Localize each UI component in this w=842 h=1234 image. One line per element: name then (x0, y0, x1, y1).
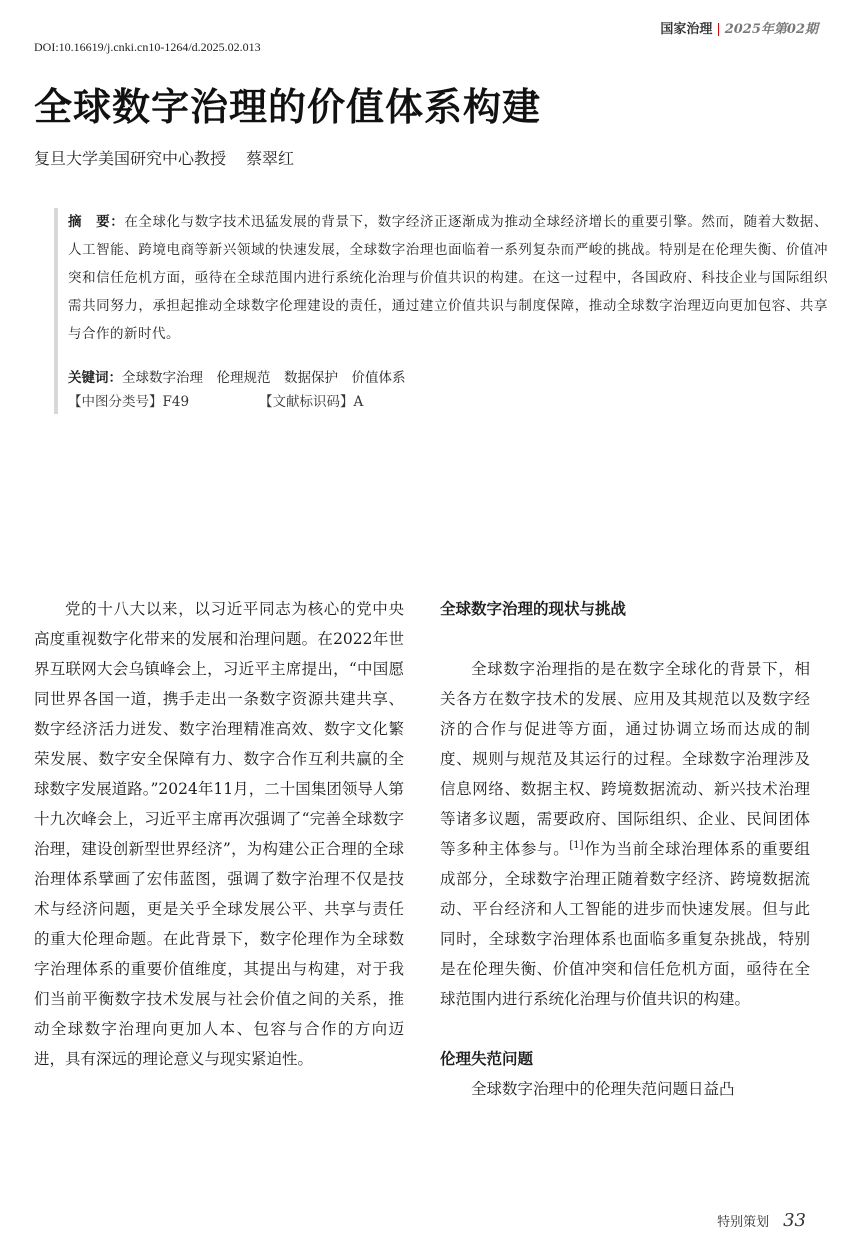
footer-section: 特别策划 (717, 1215, 770, 1230)
keywords-text: 全球数字治理 伦理规范 数据保护 价值体系 (122, 370, 406, 386)
abstract-label: 摘 要： (68, 214, 125, 230)
abstract (68, 208, 828, 348)
doi: DOI:10.16619/j.cnki.cn10-1264/d.2025.02.013 (34, 40, 261, 54)
article-title: 全球数字治理的价值体系构建 (34, 84, 542, 129)
journal-issue: 2025年第02期 (724, 22, 818, 37)
journal-header (660, 18, 818, 37)
section-paragraph (440, 654, 810, 1014)
section-paragraph-part1: 全球数字治理指的是在数字全球化的背景下，相关各方在数字技术的发展、应用及其规范以及数字经济的合作与促进等方面，通过协调立场而达成的制度、规则与规范及其运行的过程。全球数字治理涉及信息网络、数据主权、跨境数据流动、新兴技术治理等诸多议题，需要政府、国际组织、企业、民间团体等多种主体参与。 (440, 660, 810, 858)
body-left-column (34, 594, 404, 1074)
keywords (68, 366, 828, 390)
clc-value: F49 (162, 394, 190, 410)
body-paragraph: 党的十八大以来，以习近平同志为核心的党中央高度重视数字化带来的发展和治理问题。在2022年世界互联网大会乌镇峰会上，习近平主席提出，“中国愿同世界各国一道，携手走出一条数字资源共建共享、数字经济活力迸发、数字治理精准高效、数字文化繁荣发展、数字安全保障有力、数字合作互利共赢的全球数字发展道路。”2024年11月，二十国集团领导人第十九次峰会上，习近平主席再次强调了“完善全球数字治理，建设创新型世界经济”，为构建公正合理的全球治理体系擘画了宏伟蓝图，强调了数字治理不仅是技术与经济问题，更是关乎全球发展公平、共享与责任的重大伦理命题。在此背景下，数字伦理作为全球数字治理体系的重要价值维度，其提出与构建，对于我们当前平衡数字技术发展与社会价值之间的关系，推动全球数字治理向更加人本、包容与合作的方向迈进，具有深远的理论意义与现实紧迫性。 (34, 600, 404, 1068)
page-footer (717, 1210, 806, 1231)
author-line (34, 146, 294, 169)
footnote-ref: [1] (569, 839, 584, 851)
journal-name: 国家治理 (660, 22, 713, 37)
doc-code-label: 【文献标识码】 (259, 394, 354, 410)
clc-label: 【中图分类号】 (68, 394, 163, 410)
section-paragraph-ethics: 全球数字治理中的伦理失范问题日益凸 (471, 1080, 735, 1098)
page-number: 33 (783, 1210, 806, 1231)
keywords-label: 关键词： (68, 370, 122, 386)
abstract-text: 在全球化与数字技术迅猛发展的背景下，数字经济正逐渐成为推动全球经济增长的重要引擎。然而，随着大数据、人工智能、跨境电商等新兴领域的快速发展，全球数字治理也面临着一系列复杂而严峻的挑战。特别是在伦理失衡、价值冲突和信任危机方面，亟待在全球范围内进行系统化治理与价值共识的构建。在这一过程中，各国政府、科技企业与国际组织需共同努力，承担起推动全球数字伦理建设的责任，通过建立价值共识与制度保障，推动全球数字治理迈向更加包容、共享与合作的新时代。 (68, 214, 829, 342)
section-heading-status: 全球数字治理的现状与挑战 (440, 599, 627, 618)
abstract-box (54, 208, 828, 414)
section-heading-ethics: 伦理失范问题 (440, 1049, 534, 1068)
author-affiliation: 复旦大学美国研究中心教授 (34, 149, 227, 168)
author-name: 蔡翠红 (246, 149, 295, 168)
header-separator: | (716, 22, 721, 37)
classification (68, 390, 828, 414)
body-right-column (440, 594, 810, 1104)
doc-code-value: A (353, 394, 364, 410)
section-paragraph-part2: 作为当前全球治理体系的重要组成部分，全球数字治理正随着数字经济、跨境数据流动、平台经济和人工智能的进步而快速发展。但与此同时，全球数字治理体系也面临多重复杂挑战，特别是在伦理失衡、价值冲突和信任危机方面，亟待在全球范围内进行系统化治理与价值共识的构建。 (440, 840, 810, 1008)
